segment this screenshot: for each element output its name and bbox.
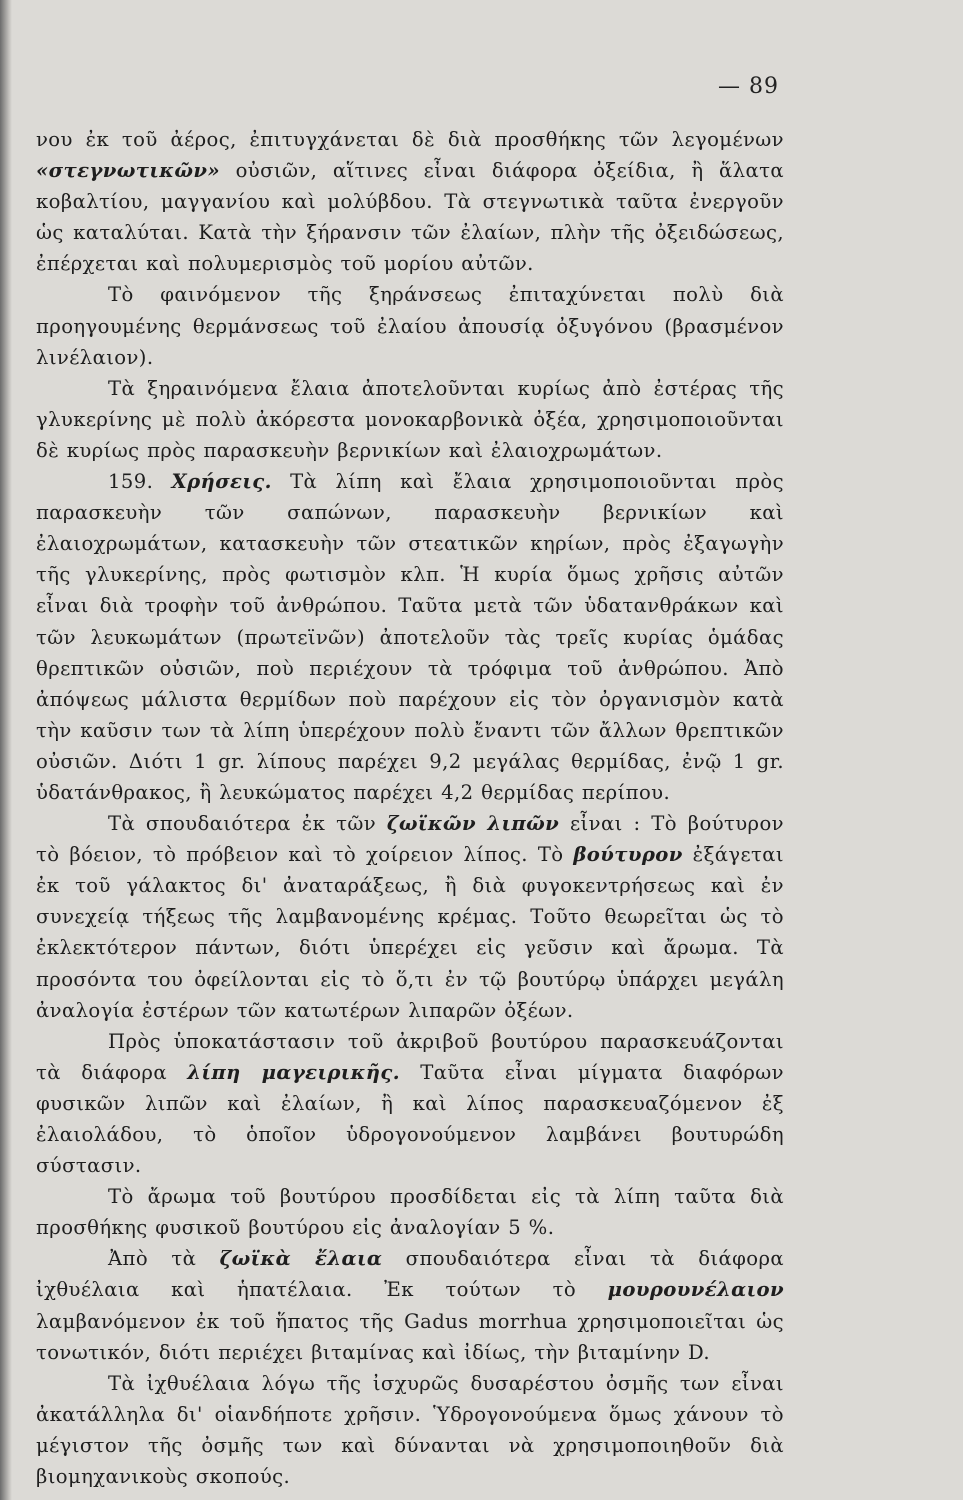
text-segment: Τὰ ἰχθυέλαια λόγω τῆς ἰσχυρῶς δυσαρέστου ὀσμῆς των εἶναι ἀκατάλληλα δι' οἱανδήποτε χρῆσιν. Ὑδρογονούμενα ὅμως χάνουν τὸ μέγιστον τῆς ὀσμῆς των καὶ δύνανται νὰ χρησιμοποιηθοῦν διὰ βιομηχανικοὺς σκοπούς. <box>36 1371 784 1489</box>
emphasized-term: ζωϊκὰ ἔλαια <box>219 1247 383 1271</box>
emphasized-term: μουρουνέλαιον <box>607 1278 784 1302</box>
text-segment: εἶναι : Τὸ βούτυρον τὸ βόειον, τὸ πρόβειον καὶ τὸ χοίρειον λίπος. Τὸ <box>36 812 784 867</box>
body-text <box>36 124 784 1492</box>
page-number: — 89 <box>718 74 779 99</box>
emphasized-term: Χρήσεις. <box>171 470 272 494</box>
text-segment: Τὸ ἄρωμα τοῦ βουτύρου προσδίδεται εἰς τὰ λίπη ταῦτα διὰ προσθήκης φυσικοῦ βουτύρου εἰς ἀναλογίαν 5 %. <box>36 1185 784 1240</box>
paragraph <box>36 1368 784 1492</box>
paragraph <box>36 1243 784 1367</box>
paragraph <box>36 1181 784 1243</box>
text-segment: Τὰ ξηραινόμενα ἔλαια ἀποτελοῦνται κυρίως ἀπὸ ἐστέρας τῆς γλυκερίνης μὲ πολὺ ἀκόρεστα μονοκαρβονικὰ ὀξέα, χρησιμοποιοῦνται δὲ κυρίως πρὸς παρασκευὴν βερνικίων καὶ ἐλαιοχρωμάτων. <box>36 376 784 462</box>
text-segment: οὐσιῶν, αἵτινες εἶναι διάφορα ὀξείδια, ἢ ἅλατα κοβαλτίου, μαγγανίου καὶ μολύβδου. Τὰ στεγνωτικὰ ταῦτα ἐνεργοῦν ὡς καταλύται. Κατὰ τὴν ξήρανσιν τῶν ἐλαίων, πλὴν τῆς ὀξειδώσεως, ἐπέρχεται καὶ πολυμερισμὸς τοῦ μορίου αὐτῶν. <box>36 159 784 276</box>
emphasized-term: ζωϊκῶν λιπῶν <box>386 812 560 836</box>
text-segment: Ἀπὸ τὰ <box>108 1247 220 1271</box>
text-segment: Πρὸς ὑποκατάστασιν τοῦ ἀκριβοῦ βουτύρου παρασκευάζονται τὰ διάφορα <box>36 1029 784 1084</box>
text-segment: νου ἐκ τοῦ ἀέρος, ἐπιτυγχάνεται δὲ διὰ προσθήκης τῶν λεγομένων <box>36 128 784 151</box>
paragraph <box>36 279 784 372</box>
paragraph <box>36 373 784 466</box>
paragraph <box>36 1026 784 1181</box>
paragraph <box>36 466 784 808</box>
text-segment: 159. <box>108 470 172 494</box>
text-segment: Ταῦτα εἶναι μίγματα διαφόρων φυσικῶν λιπῶν καὶ ἐλαίων, ἢ καὶ λίπος παρασκευαζόμενον ἐξ ἐλαιολάδου, τὸ ὁποῖον ὑδρογονούμενον λαμβάνει βουτυρώδη σύστασιν. <box>36 1060 784 1178</box>
page-binding-edge <box>0 0 12 1500</box>
text-segment: λαμβανόμενον ἐκ τοῦ ἥπατος τῆς Gadus morrhua χρησιμοποιεῖται ὡς τονωτικόν, διότι περιέχει βιταμίνας καὶ ἰδίως, τὴν βιταμίνην D. <box>36 1309 784 1364</box>
emphasized-term: βούτυρον <box>573 843 683 867</box>
paragraph <box>36 124 784 279</box>
text-segment: Τὰ σπουδαιότερα ἐκ τῶν <box>108 812 387 836</box>
text-segment: Τὰ λίπη καὶ ἔλαια χρησιμοποιοῦνται πρὸς παρασκευὴν τῶν σαπώνων, παρασκευὴν βερνικίων καὶ ἐλαιοχρωμάτων, κατασκευὴν τῶν στεατικῶν κηρίων, πρὸς ἐξαγωγὴν τῆς γλυκερίνης, πρὸς φωτισμὸν κλπ. Ἡ κυρία ὅμως χρῆσις αὐτῶν εἶναι διὰ τροφὴν τοῦ ἀνθρώπου. Ταῦτα μετὰ τῶν ὑδατανθράκων καὶ τῶν λευκωμάτων (πρωτεϊνῶν) ἀποτελοῦν τὰς τρεῖς κυρίας ὁμάδας θρεπτικῶν οὐσιῶν, ποὺ περιέχουν τὰ τρόφιμα τοῦ ἀνθρώπου. Ἀπὸ ἀπόψεως μάλιστα θερμίδων ποὺ παρέχουν εἰς τὸν ὀργανισμὸν κατὰ τὴν καῦσιν των τὰ λίπη ὑπερέχουν πολὺ ἔναντι τῶν ἄλλων θρεπτικῶν οὐσιῶν. Διότι 1 gr. λίπους παρέχει 9,2 μεγάλας θερμίδας, ἐνῷ 1 gr. ὑδατάνθρακος, ἢ λευκώματος παρέχει 4,2 θερμίδας περίπου. <box>36 470 784 804</box>
paragraph <box>36 808 784 1026</box>
emphasized-term: «στεγνωτικῶν» <box>36 159 221 183</box>
text-segment: σπουδαιότερα εἶναι τὰ διάφορα ἰχθυέλαια καὶ ἡπατέλαια. Ἐκ τούτων τὸ <box>36 1247 785 1302</box>
text-segment: Τὸ φαινόμενον τῆς ξηράνσεως ἐπιταχύνεται πολὺ διὰ προηγουμένης θερμάνσεως τοῦ ἐλαίου ἀπουσίᾳ ὀξυγόνου (βρασμένον λινέλαιον). <box>36 283 784 369</box>
emphasized-term: λίπη μαγειρικῆς. <box>187 1060 400 1084</box>
text-segment: ἐξάγεται ἐκ τοῦ γάλακτος δι' ἀναταράξεως, ἢ διὰ φυγοκεντρήσεως καὶ ἐν συνεχείᾳ τήξεως τῆς λαμβανομένης κρέμας. Τοῦτο θεωρεῖται ὡς τὸ ἐκλεκτότερον πάντων, διότι ὑπερέχει εἰς γεῦσιν καὶ ἄρωμα. Τὰ προσόντα του ὀφείλονται εἰς τὸ ὅ,τι ἐν τῷ βουτύρῳ ὑπάρχει μεγάλη ἀναλογία ἐστέρων τῶν κατωτέρων λιπαρῶν ὀξέων. <box>36 843 785 1022</box>
